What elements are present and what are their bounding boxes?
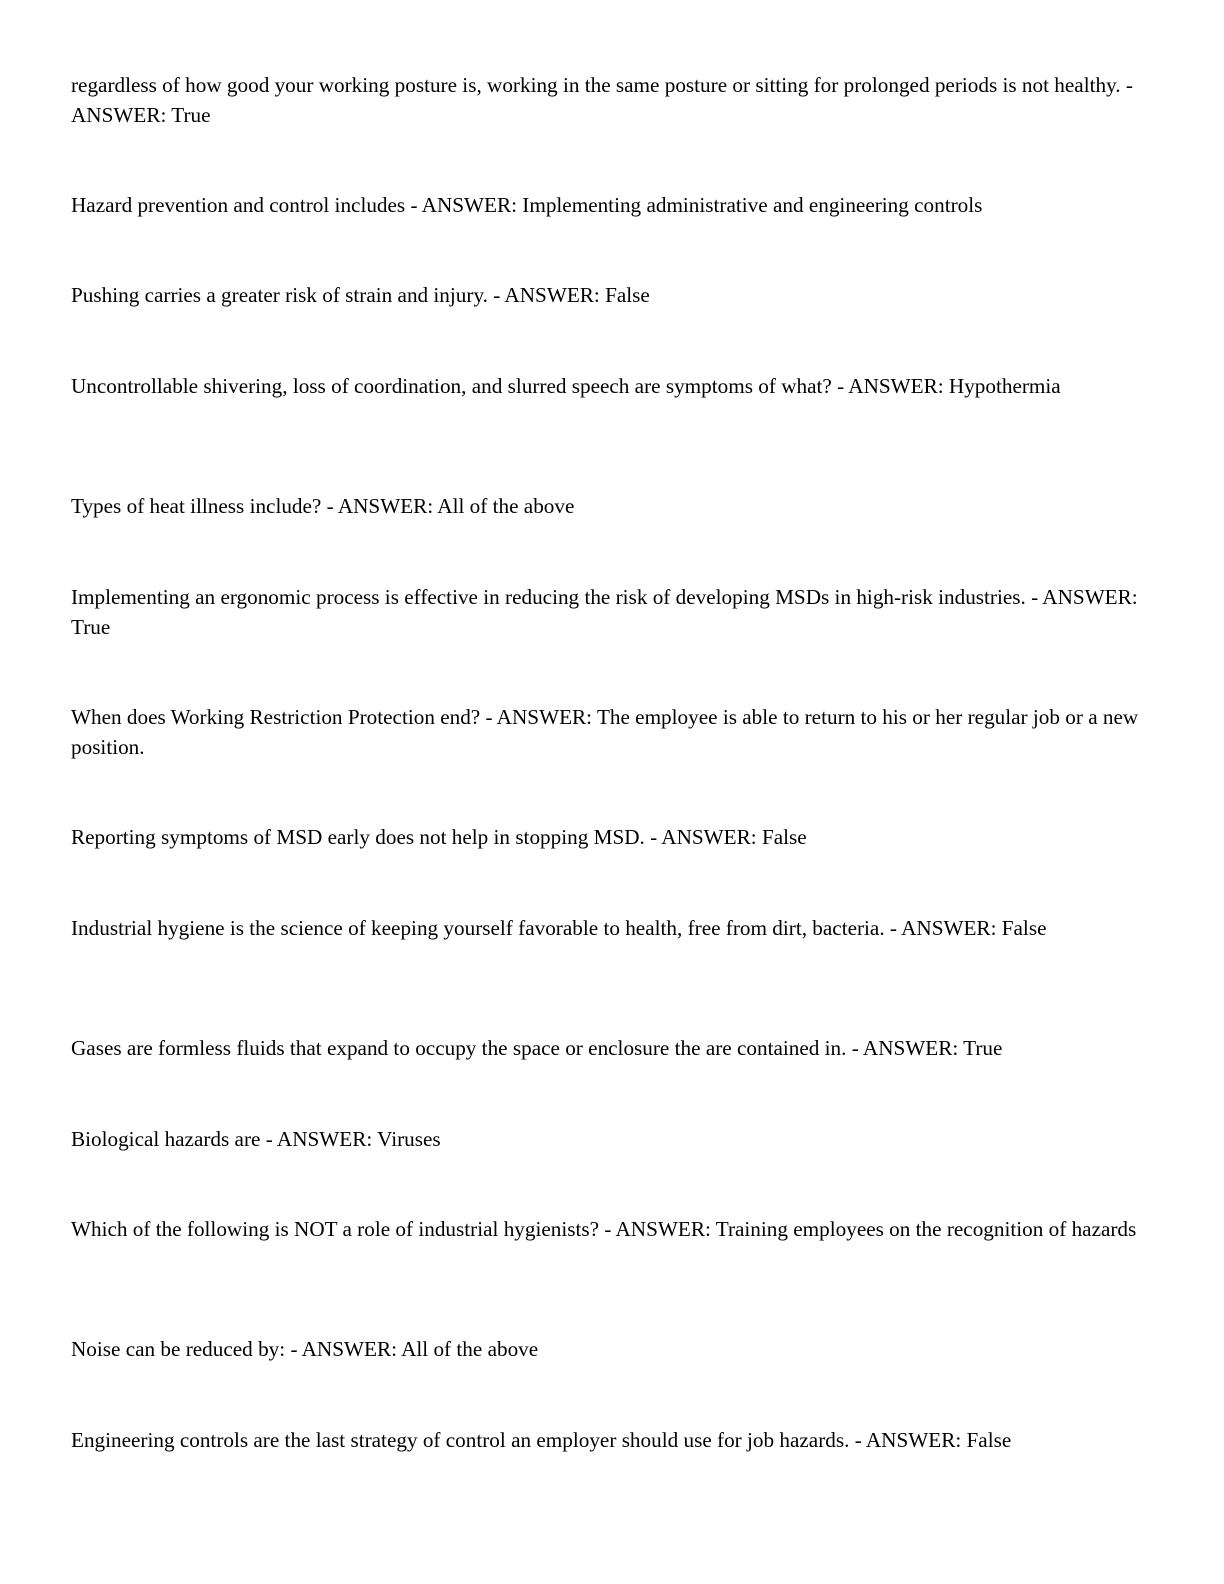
- qa-item: Industrial hygiene is the science of keeping yourself favorable to health, free from dirt, bacteria. - ANSWER: False: [71, 916, 1047, 940]
- qa-item: Implementing an ergonomic process is effective in reducing the risk of developing MSDs in high-risk industries. - ANSWER: True: [71, 585, 1138, 639]
- qa-item: Engineering controls are the last strategy of control an employer should use for job hazards. - ANSWER: False: [71, 1428, 1012, 1452]
- qa-item: Types of heat illness include? - ANSWER: All of the above: [71, 494, 575, 518]
- qa-item: Biological hazards are - ANSWER: Viruses: [71, 1127, 441, 1151]
- qa-item: Reporting symptoms of MSD early does not help in stopping MSD. - ANSWER: False: [71, 825, 807, 849]
- qa-item: Uncontrollable shivering, loss of coordination, and slurred speech are symptoms of what? - ANSWER: Hypothermia: [71, 374, 1061, 398]
- qa-item: regardless of how good your working posture is, working in the same posture or sitting for prolonged periods is not healthy. - ANSWER: True: [71, 73, 1133, 127]
- qa-item: Pushing carries a greater risk of strain and injury. - ANSWER: False: [71, 283, 650, 307]
- qa-item: Gases are formless fluids that expand to occupy the space or enclosure the are contained in. - ANSWER: True: [71, 1036, 1003, 1060]
- qa-item: Hazard prevention and control includes - ANSWER: Implementing administrative and engineering controls: [71, 193, 983, 217]
- qa-item: When does Working Restriction Protection end? - ANSWER: The employee is able to return to his or her regular job or a new position.: [71, 705, 1139, 759]
- qa-item: Which of the following is NOT a role of industrial hygienists? - ANSWER: Training employees on the recognition of hazards: [71, 1217, 1137, 1241]
- qa-item: Noise can be reduced by: - ANSWER: All of the above: [71, 1337, 539, 1361]
